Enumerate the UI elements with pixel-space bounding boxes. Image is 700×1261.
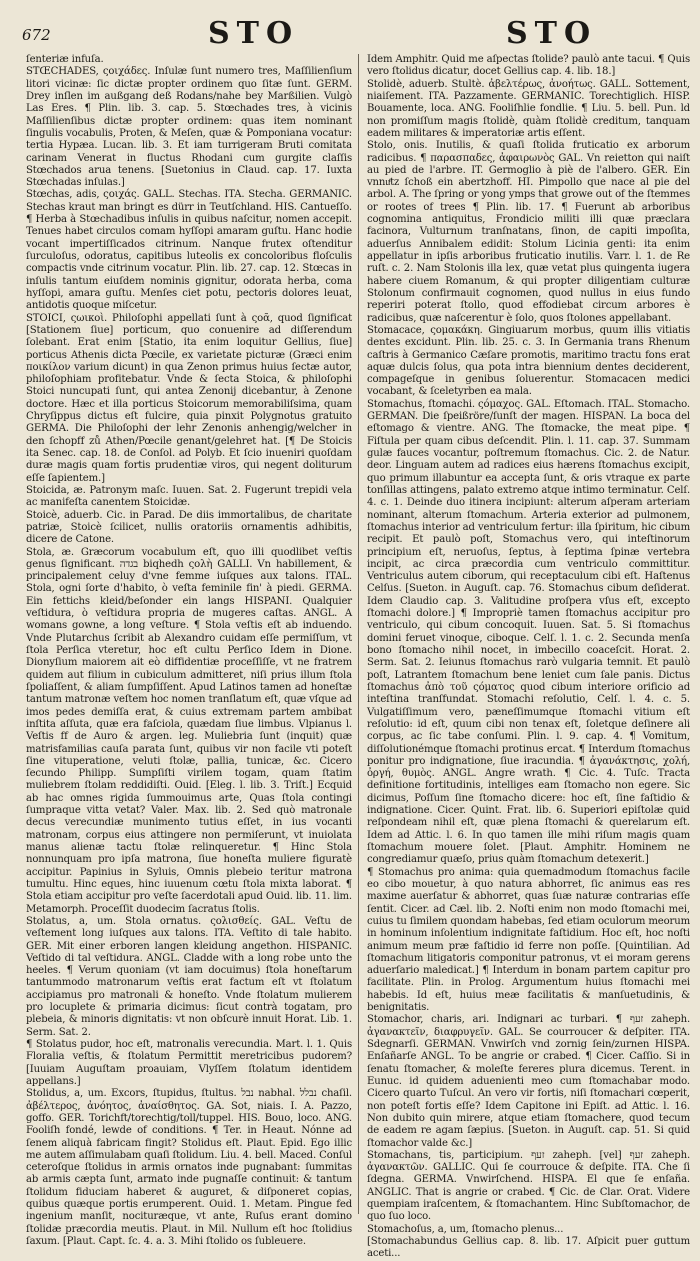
entry-text: Stomachus, ſtomachi. ςόμαχος. GAL. Eſtomach. ITAL. Stomacho. GERMAN. Die ſpeißröre/ſunſt der magen. HISPAN. La boca del eſtomago & vientre. ANG. The ſtomacke, the meat pipe. ¶ Fiſtula per quam cibus deſcendit. Plin. l. 11. cap. 37. Summam gulæ fauces vocantur, poſtremum ſtomachus. Cic. 2. de Natur. deor. Linguam autem ad radices eius hærens ſtomachus excipit, quo primum illabuntur ea accepta ſunt, & oris vtraque ex parte tonſillas attingens, palato extremo atque intimo terminatur. Celſ. 4. c. 1. Deinde duo itinera incipiunt: alterum aſperam arteriam nominant, alterum ſtomachum. Arteria exterior ad pulmonem, ſtomachus interior ad ventriculum fertur: illa ſpiritum, hic cibum recipit. Et paulò poſt, Stomachus vero, qui inteſtinorum principium eſt, neruoſus, ſeptus, à ſeptima ſpinæ vertebra incipit, ac circa præcordia cum ventriculo committitur. Ventriculus autem ciborum, qui receptaculum cibi eſt. Haſtenus Celſus. [Sueton. in Auguſt. cap. 76. Stomachus cibum deſiderat. Idem Claudio cap. 3. Valitudine proſpera vſus eſt, excepto ſtomachi dolore.] ¶ Impropriè tamen ſtomachus accipitur pro ventriculo, qui cibum concoquit. Iuuen. Sat. 5. Si ſtomachus domini feruet vinoque, ciboque. Celſ. l. 1. c. 2. Secunda menſa bono ſtomacho nihil nocet, in imbecillo coaceſcit. Horat. 2. Serm. Sat. 2. Ieiunus ſtomachus rarò vulgaria temnit. Et paulò poſt, Latrantem ſtomachum bene leniet cum ſale panis. Dictus ſtomachus ἀπὸ τοῦ ςόματος quod cibum interiore orificio ad inteſtina tranſfundat. Stomachi reſolutio, Celſ. l. 4. c. 5. Vulgatiſſimum vero, pæneſſimumque ſtomachi vitium eſt reſolutio: id eſt, quum cibi non tenax eſt, ſoletque deſinere ali corpus, ac ſic tabe conſumi. Plin. l. 9. cap. 4. ¶ Vomitum, diſſolutionémque ſtomachi protinus ercat. ¶ Interdum ſtomachus ponitur pro indignatione, ſiue iracundia. ¶ ἀγανάκτησις, χολή, ὀργή, θυμὸς. ANGL. Angre wrath. ¶ Cic. 4. Tuſc. Tracta definitione fortitudinis, intelliges eam ſtomacho non egere. Sic dicimus, Poſſum ſine ſtomacho dicere: hoc eſt, ſine faſtidio & indignatione. Cicer. Quint. Frat. lib. 6. Superiori epiſtolæ quid reſpondeam nihil eſt, quæ plena ſtomachi & querelarum eſt. Idem ad Attic. l. 6. In quo tamen ille mihi riſum magis quam ſtomachum mouere ſolet. [Plaut. Amphitr. Hominem ne congrediamur quæſo, prius quàm ſtomachum detexerit.] — [367, 398, 690, 866]
page-number: 672 — [22, 26, 51, 44]
right-column — [358, 54, 691, 1260]
running-head-right: STO — [506, 16, 598, 51]
entry-text: Stœchas, adis, ςοιχάς. GALL. Stechas. ITA. Stecha. GERMANIC. Stechas kraut man bringt es dürr in Teutſchland. HIS. Cantueſſo. ¶ Herba à Stœchadibus inſulis in quibus naſcitur, nomen accepit. Tenues habet circulos comam hyſſopi amaram guſtu. Hanc hodie vocant impertiſſicados citrinum. Nanque frutex oſtenditur ſurculoſus, odoratus, capitibus luteolis ex concoloribus floſculis compactis vnde citrinum vocatur. Plin. lib. 27. cap. 12. Stœcas in inſulis tantum eiuſdem nominis gignitur, odorata herba, coma hyſſopi, amara guſtu. Menſes ciet potu, pectoris dolores leuat, antidotis quoque miſcetur. — [26, 189, 352, 312]
entry-text: Stomachor, charis, ari. Indignari ac turbari. ¶ זעף zaheph. ἀγανακτεῖν, διαφρυγεῖν. GAL. Se courroucer & deſpiter. ITA. Sdegnarſi. GERMAN. Vnwirſch vnd zornig ſein/zurnen HISPA. Enſañarſe ANGL. To be angrie or crabed. ¶ Cicer. Caſſio. Si in ſenatu ſtomacher, & moleſte fereres plura dicemus. Terent. in Eunuc. id quidem aduenienti meo cum ſtomachabar modo. Cicero quarto Tuſcul. An vero vir fortis, niſi ſtomachari cœperit, non poteſt fortis eſſe? Idem Capitone ini Epiſt. ad Attic. l. 16. Non dubito quin mirere, atque etiam ſtomachere, quod tecum de eadem re agam ſæpius. [Sueton. in Auguſt. cap. 51. Si quid ſtomachor valde &c.] — [367, 1014, 690, 1149]
entry-text: ¶ Stomachus pro anima: quia quemadmodum ſtomachus facile eo cibo mouetur, à quo natura abhorret, ſic animus eas res maxime auerſatur & abhorret, quas ſuæ naturæ contrarias eſſe ſentit. Cicer. ad Cæl. lib. 2. Noſti enim non modo ſtomachi mei, cuius tu ſimilem quondam habebas, ſed etiam oculorum meorum in hominum inſolentium indignitate faſtidium. Hoc eſt, hoc noſti animum meum præ faſtidio id ferre non poſſe. [Quintilian. Ad ſtomachum litigatoris componitur patronus, vt ei moram gerens aduerſario maledicat.] ¶ Interdum in bonam partem capitur pro facilitate. Plin. in Prolog. Argumentum huius ſtomachi mei habebis. Id eſt, huius meæ facilitatis & manſuetudinis, & benignitatis. — [367, 866, 690, 1014]
entry-text: Stomachans, tis, participium. זעף zaheph. [vel] זעף zaheph. ἀγανακτῶν. GALLIC. Qui ſe courrouce & deſpite. ITA. Che ſi ſdegna. GERMA. Vnwirſchend. HISPA. El que ſe enſaña. ANGLIC. That is angrie or crabed. ¶ Cic. de Clar. Orat. Videre quempiam iraſcentem, & ſtomachantem. Hinc Subſtomachor, de quo ſuo loco. — [367, 1149, 691, 1223]
entry-text: Stomachoſus, a, um, ſtomacho plenus... — [367, 1223, 564, 1235]
running-head-left: STO — [208, 16, 300, 51]
left-column — [26, 54, 358, 1247]
entry-text: STOICI, ςωικοὶ. Philoſophi appellati ſunt à ςοᾶ, quod ſignificat [Stationem ſiue] porticum, quo conuenire ad diſſerendum ſolebant. Erat enim [Statio, ita enim loquitur Gellius, ſiue] porticus Athenis dicta Pœcile, ex varietate picturæ (Græci enim ποικίλον varium dicunt) in qua Zenon primus huius ſectæ autor, philoſophiam profitebatur. Vnde & ſecta Stoica, & philoſophi Stoici nuncupati ſunt, qui antea Zenonij dicebantur, à Zenone doctore. Hæc et illa porticus Stoicorum memorabiliſsima, quam Chryſippus dictus eſt fulcire, quia pinxit Polygnotus gratuito GERMA. Die Philoſophi der lehr Zenonis anhengig/welcher in den ſchopff zů Athen/Pœcile genant/gelehret hat. [¶ De Stoicis ita Senec. cap. 18. de Conſol. ad Polyb. Et ſcio inueniri quoſdam duræ magis quam fortis prudentiæ viros, qui negent doliturum eſſe ſapientem.] — [26, 312, 352, 484]
entry-text: ſenteriæ infuſa. — [26, 54, 104, 65]
entry-text: Stomacace, ςομακάκη. Gingiuarum morbus, quum illis vitiatis dentes excidunt. Plin. lib. 25. c. 3. In Germania trans Rhenum caſtris à Germanico Cæſare promotis, maritimo tractu fons erat aquæ dulcis ſolus, qua pota intra biennium dentes deciderent, compageſque in genibus ſoluerentur. Stomacacen medici vocabant, & ſceletyrben ea mala. — [367, 324, 690, 398]
entry-text: Stoicida, æ. Patronym maſc. Iuuen. Sat. 2. Fugerunt trepidi vela ac manifeſta canentem Stoicidæ. — [26, 484, 352, 509]
entry-text: Stola, æ. Græcorum vocabulum eſt, quo illi quodlibet veſtis genus ſignificant. בגדה biqhedh ςολὴ GALLI. Vn habillement, & principalement celuy d'vne femme iuſques aux talons. ITAL. Stola, ogni ſorte d'habito, ò veſta feminile fin' à piedi. GERMA. Ein fettichs kleid/beſonder ein langs HISPANI. Qualquier veſtidura, ò veſtidura propria de mugeres caſtas. ANGL. A womans gowne, a long veſture. ¶ Stola veſtis eſt ab induendo. Vnde Plutarchus ſcribit ab Alexandro cuidam eſſe permiſſum, vt ſtola Perſica vteretur, hoc eſt cultu Perſico Idem in Dione. Dionyſium maiorem ait eò diffidentiæ proceſſiſſe, vt ne fratrem quidem aut filium in cubiculum admitteret, niſi prius illum ſtola ſpoliaſſent, & aliam ſumpſiſſent. Apud Latinos tamen ad honeſtæ tantum matronæ veſtem hoc nomen tranſlatum eſt, quæ vſque ad imos pedes demiſſa erat, & cuius extremam partem ambibat inſtita aſſuta, quæ era faſciola, quædam ſiue limbus. Vlpianus l. Veſtis ff de Auro & argen. leg. Muliebria ſunt (inquit) quæ matrisfamilias cauſa parata ſunt, quibus vir non facile vti poteſt ſine vituperatione, veluti ſtolæ, pallia, tunicæ, &c. Cicero ſecundo Philipp. Sumpſiſti virilem togam, quam ſtatim muliebrem ſtolam reddidiſti. Ouid. [Eleg. l. lib. 3. Triſt.] Ecquid ab hac omnes rigida ſummouimus arte, Quas ſtola contingi ſumpraque vitta vetat? Valer. Max. lib. 2. Sed quò matronale decus verecundiæ munimento tutius eſſet, in ius vocanti matronam, corpus eius attingere non permiſerunt, vt inuiolata manus alienæ tactu ſtolæ relinqueretur. ¶ Hinc Stola nonnunquam pro ipſa matrona, ſiue honeſta muliere figuratè accipitur. Papinius in Syluis, Omnis plebeio teritur matrona tumultu. Hinc eques, hinc iuuenum cœtu ſtola mixta laborat. ¶ Stola etiam accipitur pro veſte ſacerdotali apud Ouid. lib. 11. lim. Metamorph. Proceſſit duodecim ſacratus ſtolis. — [26, 546, 352, 915]
entry-text: Stolidè, aduerb. Stultè. ἀβελτέρως, ἀνοήτως. GALL. Sottement, niaiſement. ITA. Pazzamente. GERMANIC. Torechtiglich. HISP. Bouamente, loca. ANG. Fooliſhlie fondlie. ¶ Liu. 5. bell. Pun. ld non promiſſum magis ſtolidè, quàm ſtolidè creditum, tanquam eadem militares & imperatoriæ artis eſſent. — [367, 78, 690, 139]
entry-text: Idem Amphitr. Quid me aſpectas ſtolide? paulò ante tacui. ¶ Quis vero ſtolidus dicatur, docet Gellius cap. 4. lib. 18.] — [367, 54, 690, 78]
entry-text: STŒCHADES, ςοιχάδες. Inſulæ ſunt numero tres, Maſſilienſium litori vicinæ: ſic dictæ propter ordinem quo ſitæ ſunt. GERM. Drey inſlen im außgang deß Rodans/nahe bey Marßilien. Vulgò Las Eres. ¶ Plin. lib. 3. cap. 5. Stœchades tres, à vicinis Maſſilienſibus dictæ propter ordinem: quas item nominant ſingulis vocabulis, Proten, & Meſen, quæ & Pomponiana vocatur: tertia Hypæa. Lucan. lib. 3. Et iam turrigeram Bruti comitata carinam Venerat in fluctus Rhodani cum gurgite claſſis Stœchados arua tenens. [Suetonius in Claud. cap. 17. Iuxta Stœchadas inſulas.] — [26, 66, 352, 189]
entry-text: [Stomachabundus Gellius cap. 8. lib. 17. Aſpicit puer guttum aceti... — [367, 1236, 690, 1260]
entry-text: ¶ Stolatus pudor, hoc eſt, matronalis verecundia. Mart. l. 1. Quis Floralia veſtis, & ſtolatum Permittit meretricibus pudorem? [Iuuiam Auguſtam proauiam, Vlyſſem ſtolatum identidem appellans.] — [26, 1039, 352, 1087]
entry-text: Stoicè, aduerb. Cic. in Parad. De diis immortalibus, de charitate patriæ, Stoicè ſcilicet, nullis oratoriis ornamentis adhibitis, dicere de Catone. — [26, 509, 352, 546]
entry-text: Stolidus, a, um. Excors, ſtupidus, ſtultus. נבל nabhal. נבלל chaſil. ἀβέλτερος, ἀνόητος, ἀναίσθητος. GA. Sot, niais. I. A. Pazzo, goffo. GER. Torichft/torechtig/toll/tuppel. HIS. Bouo, loco. ANG. Fooliſh fondé, lewde of conditions. ¶ Ter. in Heaut. Nónne ad ſenem aliquà fabricam fingit? Stolidus eſt. Plaut. Epid. Ego illic me autem aſſimulabam quaſi ſtolidum. Liu. 4. bell. Maced. Conſul ceteroſque ſtolidus in armis ornatos inde pugnabant: ſummitas ab armis cæpta ſunt, armato inde pugnaſſe continuit: & tantum ſtolidum fiduciam haberet & auguret, & diſponeret copias, quibus quæque portis erumperent. Ouid. 1. Metam. Pingue fed ingenium manſit, nocituræque, vt ante, Ruſus erant domino ſtolidæ præcordia meutis. Plaut. in Mil. Nullum eſt hoc ſtolidius ſaxum. [Plaut. Capt. ſc. 4. a. 3. Mihi ſtolido os ſubleuere. — [26, 1088, 352, 1247]
entry-text: Stolo, onis. Inutilis, & quaſi ſtolida fruticatio ex arborum radicibus. ¶ παρασπαδες, ἀφαιρωνὸς GAL. Vn reietton qui naiſt au pied de l'arbre. IT. Germoglio à piè de l'albero. GER. Ein vnnuͤtz ſchoß ein abertzhoff. HI. Pimpollo que nace al pie del arbol. A. The ſpring or yong ymps that growe out of the ſtemmes or rootes of trees ¶ Plin. lib. 17. ¶ Fuerunt ab arboribus cognomina antiquitus, Frondicio militi illi quæ præclara facinora, Vulturnum tranſnatans, ſinon, de capiti impoſita, aduerſus Annibalem edidit: Stolum Licinia genti: ita enim appellatur in ipſis arboribus fruticatio inutilis. Varr. l. 1. de Re ruſt. c. 2. Nam Stolonis illa lex, quæ vetat plus quingenta iugera habere ciuem Romanum, & qui propter diligentiam culturæ Stolonum confirmauit cognomen, quod nullus in eius fundo reperiri poterat ſtollo, quod effodiebat circum arbores è radicibus, quæ naſcerentur è ſolo, quos ſtolones appellabant. — [367, 140, 690, 324]
two-column-body — [26, 54, 691, 1260]
entry-text: Stolatus, a, um. Stola ornatus. ςολισθείς. GAL. Veſtu de veſtement long iuſques aux talons. ITA. Veſtito di tale habito. GER. Mit einer erboren langen kleidung angethon. HISPANIC. Veſtido di tal veſtidura. ANGL. Cladde with a long robe unto the heeles. ¶ Verum quoniam (vt iam docuimus) ſtola honeſtarum tantummodo matronarum veſtis erat factum eſt vt ſtolatum accipiamus pro matronali & honeſto. Vnde ſtolatum mulierem pro locuplete & primaria dicimus: ſicut contrà togatam, pro plebeia, & minoris dignitatis: vt non obſcurè innuit Horat. Lib. 1. Serm. Sat. 2. — [26, 915, 352, 1038]
